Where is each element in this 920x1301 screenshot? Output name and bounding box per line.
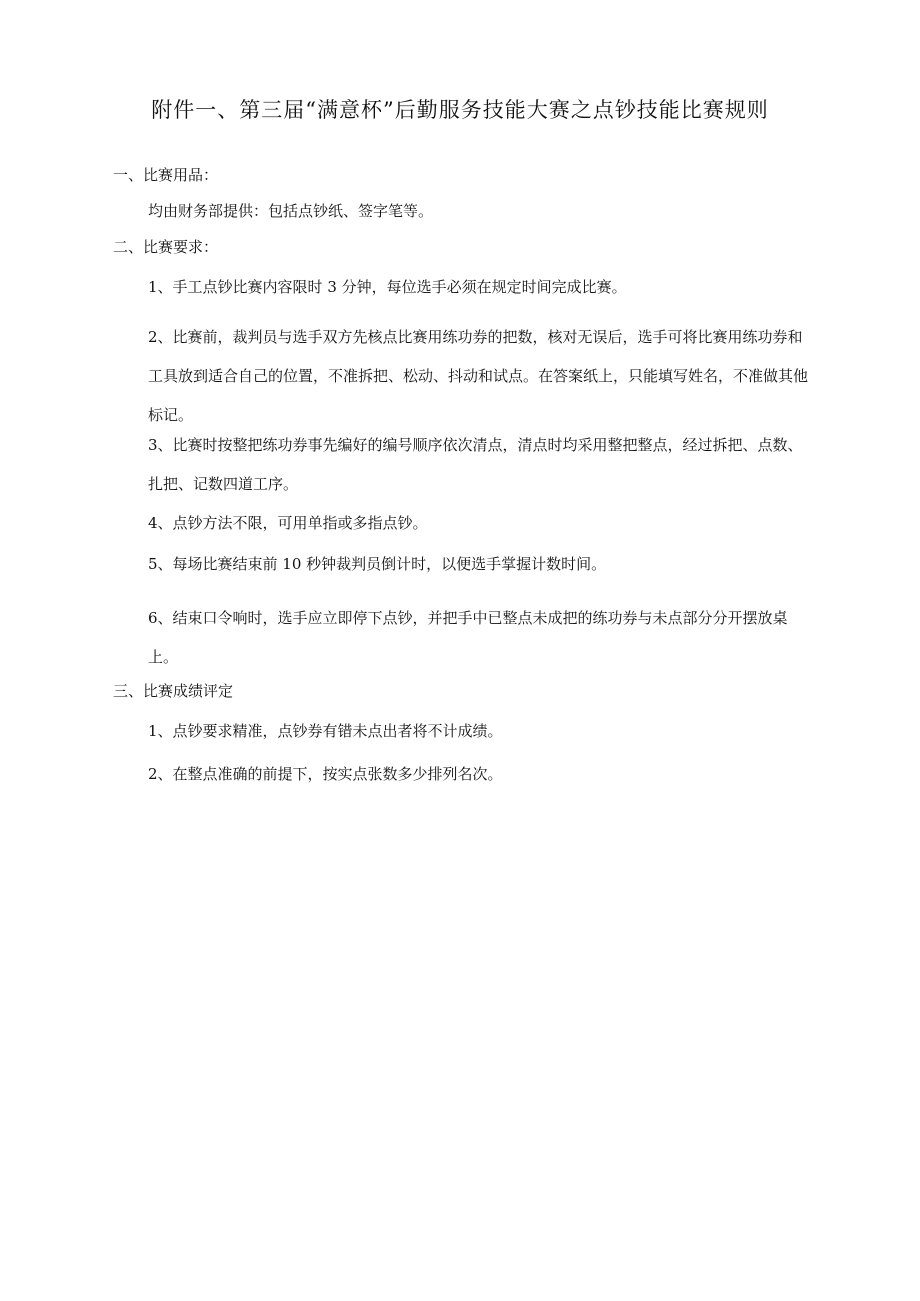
section-heading-scoring: 三、比赛成绩评定 (113, 682, 234, 700)
scoring-item-2: 2、在整点准确的前提下，按实点张数多少排列名次。 (148, 765, 503, 783)
rule-item-2: 2、比赛前，裁判员与选手双方先核点比赛用练功券的把数，核对无误后，选手可将比赛用练功券和工具放到适合自己的位置，不准拆把、松动、抖动和试点。在答案纸上，只能填写姓名，不准做其他标记。 (148, 328, 809, 424)
paragraph-supplies: 均由财务部提供：包括点钞纸、签字笔等。 (148, 202, 434, 220)
rule-item-5: 5、每场比赛结束前 10 秒钟裁判员倒计时，以便选手掌握计数时间。 (148, 555, 607, 573)
scoring-item-1: 1、点钞要求精准，点钞券有错未点出者将不计成绩。 (148, 722, 503, 740)
document-title: 附件一、第三届“满意杯”后勤服务技能大赛之点钞技能比赛规则 (151, 98, 769, 122)
rule-item-6: 6、结束口令响时，选手应立即停下点钞，并把手中已整点未成把的练功券与未点部分分开摆放桌上。 (148, 609, 788, 666)
rule-item-4: 4、点钞方法不限，可用单指或多指点钞。 (148, 514, 428, 532)
section-heading-requirements: 二、比赛要求： (113, 238, 219, 256)
rule-item-3: 3、比赛时按整把练功券事先编好的编号顺序依次清点，清点时均采用整把整点，经过拆把、点数、扎把、记数四道工序。 (148, 436, 803, 493)
rule-item-1: 1、手工点钞比赛内容限时 3 分钟，每位选手必须在规定时间完成比赛。 (148, 278, 627, 296)
section-heading-supplies: 一、比赛用品： (113, 166, 219, 184)
